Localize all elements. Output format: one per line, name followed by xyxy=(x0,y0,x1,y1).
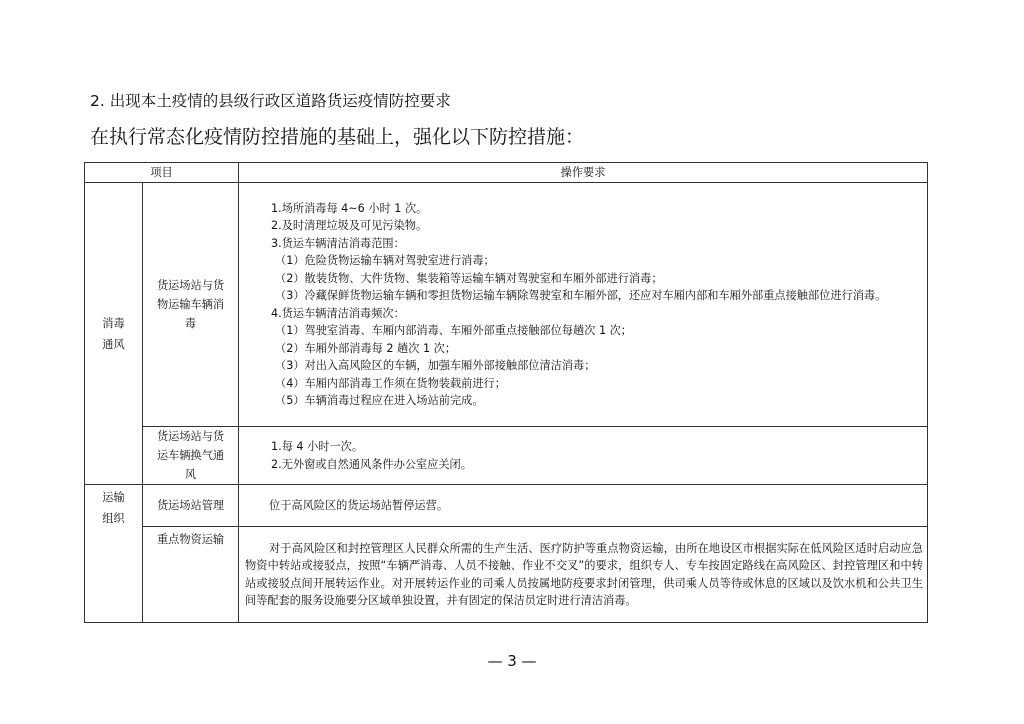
header-item: 项目 xyxy=(85,163,239,183)
table-row xyxy=(85,527,928,623)
item-text: 货运场站与货 xyxy=(156,279,225,292)
category-cell xyxy=(85,183,143,485)
item-text: 风 xyxy=(184,468,197,481)
section-heading: 2. 出现本土疫情的县级行政区道路货运疫情防控要求 xyxy=(90,92,451,110)
table-header-row xyxy=(85,163,928,183)
requirement-line: 3.货运车辆清洁消毒范围： xyxy=(271,236,405,250)
table-row xyxy=(85,485,928,527)
requirement-line: 1.每 4 小时一次。 xyxy=(271,440,364,453)
requirement-line: （1）危险货物运输车辆对驾驶室进行消毒； xyxy=(275,254,495,267)
requirement-line: 2.及时清理垃圾及可见污染物。 xyxy=(271,219,428,232)
requirement-line: 2.无外窗或自然通风条件办公室应关闭。 xyxy=(271,457,472,471)
category-text: 组织 xyxy=(102,512,125,525)
item-cell xyxy=(143,183,239,427)
requirements-table xyxy=(84,162,928,623)
requirement-paragraph: 对于高风险区和封控管理区人民群众所需的生产生活、医疗防护等重点物资运输，由所在地设区市根据实际在低风险区适时启动应急物资中转站或接驳点，按照“车辆严消毒、人员不接触、作业不交叉”的要求，组织专人、专车按固定路线在高风险区、封控管理区和中转站或接驳点间开展转运作业。对开展转运作业的司乘人员按属地防疫要求封闭管理，供司乘人员等待或休息的区域以及饮水机和公共卫生间等配套的服务设施要分区域单独设置，并有固定的保洁员定时进行清洁消毒。 xyxy=(245,541,923,607)
requirement-line: （2）车厢外部消毒每 2 趟次 1 次； xyxy=(275,341,457,355)
category-text: 通风 xyxy=(102,337,125,351)
category-cell xyxy=(85,485,143,623)
table-row xyxy=(85,427,928,485)
requirement-line: （5）车辆消毒过程应在进入场站前完成。 xyxy=(275,394,484,407)
category-text: 运输 xyxy=(102,491,125,504)
header-requirements: 操作要求 xyxy=(239,163,928,183)
requirement-line: （2）散装货物、大件货物、集装箱等运输车辆对驾驶室和车厢外部进行消毒； xyxy=(275,271,663,285)
requirement-cell xyxy=(239,183,928,427)
table-row xyxy=(85,183,928,427)
requirement-cell xyxy=(239,527,928,623)
requirement-line: （3）冷藏保鲜货物运输车辆和零担货物运输车辆除驾驶室和车厢外部，还应对车厢内部和车厢外部重点接触部位进行消毒。 xyxy=(275,289,887,302)
category-text: 消毒 xyxy=(102,316,125,330)
requirement-line: （1）驾驶室消毒、车厢内部消毒、车厢外部重点接触部位每趟次 1 次； xyxy=(275,324,632,337)
requirement-line: 1.场所消毒每 4~6 小时 1 次。 xyxy=(271,201,428,215)
requirement-line: 4.货运车辆清洁消毒频次： xyxy=(271,306,405,320)
requirement-line: （4）车厢内部消毒工作须在货物装载前进行； xyxy=(275,376,506,390)
item-cell xyxy=(143,527,239,623)
item-cell xyxy=(143,427,239,485)
item-text: 货运场站与货 xyxy=(156,430,225,443)
intro-statement: 在执行常态化疫情防控措施的基础上，强化以下防控措施： xyxy=(90,126,585,148)
requirement-cell xyxy=(239,427,928,485)
requirement-cell xyxy=(239,485,928,527)
item-text: 运车辆换气通 xyxy=(156,449,225,462)
item-cell xyxy=(143,485,239,527)
item-text: 货运场站管理 xyxy=(156,499,225,512)
page-number: — 3 — xyxy=(487,652,537,670)
item-text: 物运输车辆消 xyxy=(156,298,225,311)
requirement-paragraph: 位于高风险区的货运场站暂停运营。 xyxy=(269,498,449,512)
requirement-line: （3）对出入高风险区的车辆，加强车厢外部接触部位清洁消毒； xyxy=(275,359,596,372)
item-text: 重点物资运输 xyxy=(156,533,225,546)
item-text: 毒 xyxy=(184,317,197,330)
